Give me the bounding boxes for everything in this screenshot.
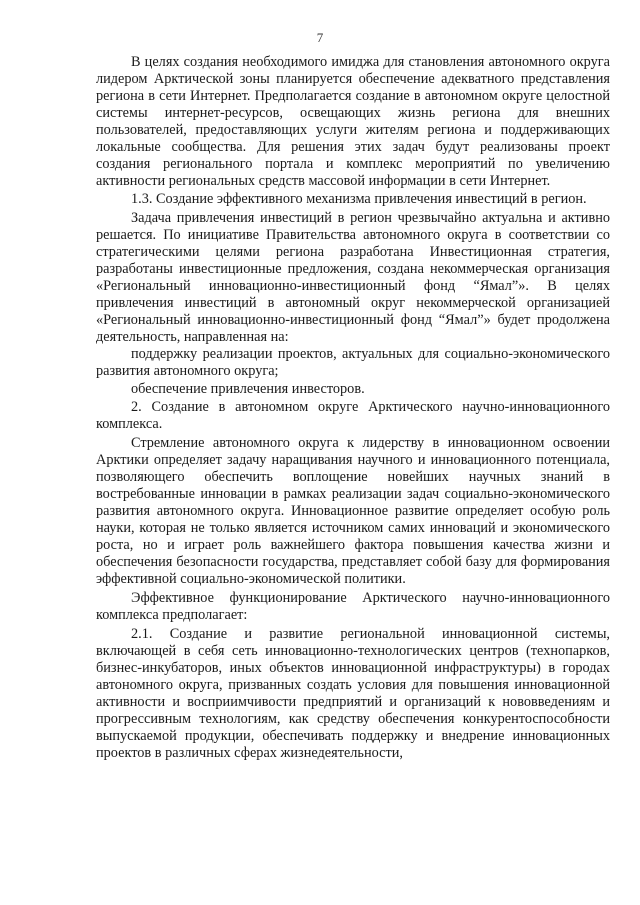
paragraph-internet-image: В целях создания необходимого имиджа для становления автономного округа лидером Арктической зоны планируется обеспечение адекватного представления региона в сети Интернет. Предполагается создание в автономном округе целостной системы интернет-ресурсов, освещающих жизнь региона для внешних пользователей, предоставляющих услуги жителям региона и поддерживающих локальные сообщества. Для решения этих задач будут реализованы проект создания регионального портала и комплекс мероприятий по увеличению активности региональных средств массовой информации в сети Интернет. <box>96 54 610 189</box>
paragraph-attracting-investors: обеспечение привлечения инвесторов. <box>131 381 365 397</box>
page-number: 7 <box>316 30 324 45</box>
paragraph-project-support: поддержку реализации проектов, актуальных для социально-экономического развития автономного округа; <box>96 346 610 379</box>
paragraph-section-2-1: 2.1. Создание и развитие региональной инновационной системы, включающей в себя сеть инновационно-технологических центров (технопарков, бизнес-инкубаторов, иных объектов инновационной инфраструктуры) в городах автономного округа, призванных создать условия для повышения инновационной активности и восприимчивости предприятий и организаций к нововведениям и прогрессивным технологиям, как средству обеспечения конкурентоспособности выпускаемой продукции, обеспечивать поддержку и внедрение инновационных проектов в различных сферах жизнедеятельности, <box>96 626 610 761</box>
paragraph-section-2-heading: 2. Создание в автономном округе Арктического научно-инновационного комплекса. <box>96 399 610 432</box>
paragraph-investment-task: Задача привлечения инвестиций в регион чрезвычайно актуальна и активно решается. По инициативе Правительства автономного округа в соответствии со стратегическими целями региона разработана Инвестиционная стратегия, разработаны инвестиционные предложения, создана некоммерческая организация «Региональный инновационно-инвестиционный фонд “Ямал”». В целях привлечения инвестиций в автономный округ некоммерческой организацией «Региональный инновационно-инвестиционный фонд “Ямал”» будет продолжена деятельность, направленная на: <box>96 210 610 345</box>
document-body <box>96 54 610 762</box>
paragraph-section-1-3-heading: 1.3. Создание эффективного механизма привлечения инвестиций в регион. <box>131 191 587 207</box>
paragraph-complex-functioning: Эффективное функционирование Арктического научно-инновационного комплекса предполагает: <box>96 590 610 623</box>
paragraph-innovation-leadership: Стремление автономного округа к лидерству в инновационном освоении Арктики определяет задачу наращивания научного и инновационного потенциала, позволяющего обеспечить воплощение новейших научных знаний в востребованные инновации в рамках реализации задач социально-экономического развития автономного округа. Инновационное развитие определяет особую роль науки, которая не только является источником самих инноваций и экономического роста, но и играет роль важнейшего фактора повышения качества жизни и обеспечения безопасности государства, представляет собой базу для формирования эффективной социально-экономической политики. <box>96 435 610 587</box>
